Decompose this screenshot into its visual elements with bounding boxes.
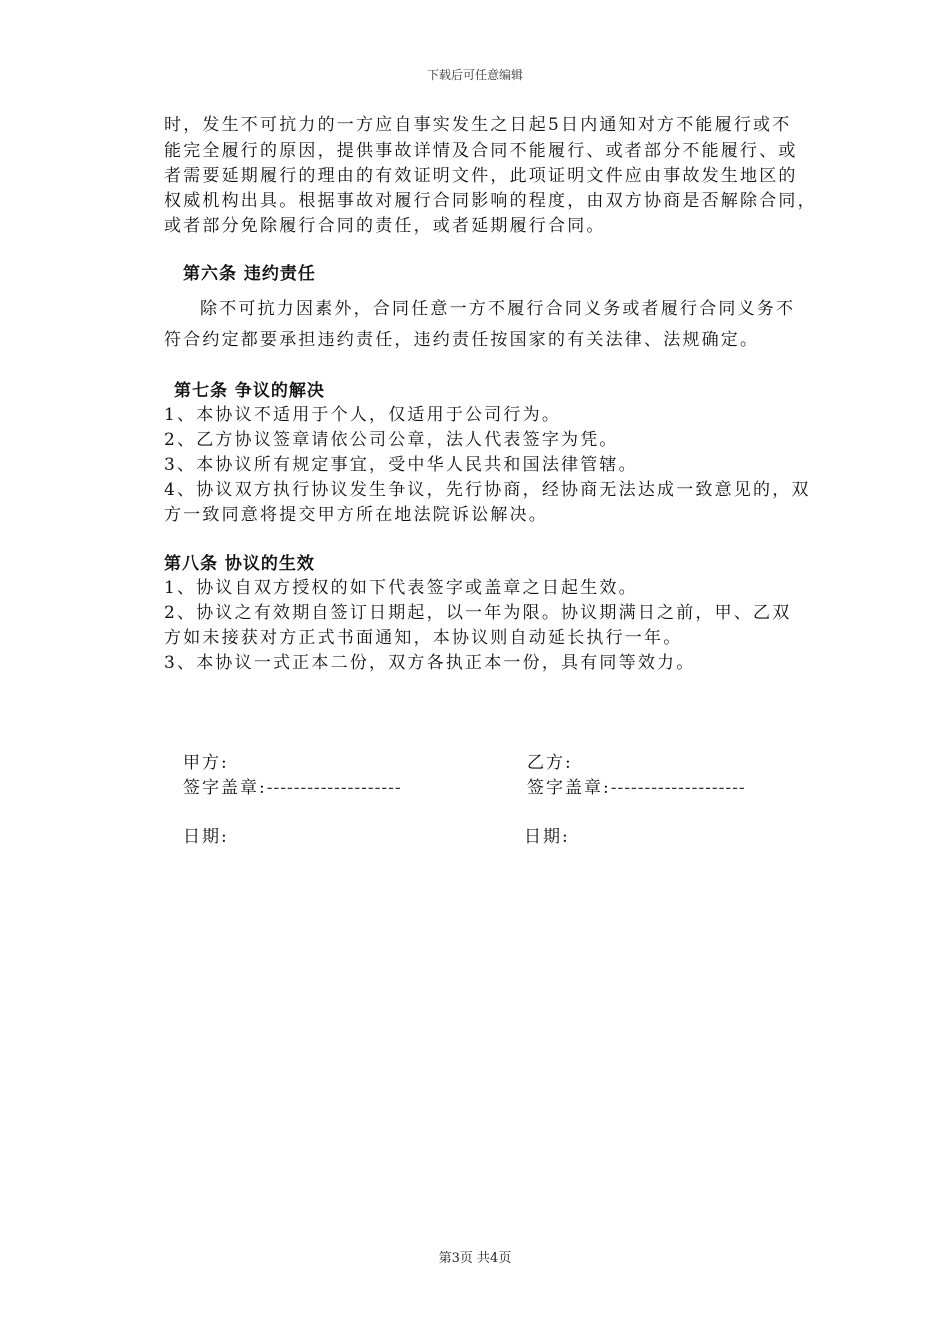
party-b-label: 乙方: — [527, 753, 573, 773]
party-a-date: 日期: — [183, 827, 229, 847]
article-7-item-1: 1、本协议不适用于个人，仅适用于公司行为。 — [164, 405, 562, 425]
article-8-item-3: 3、本协议一式正本二份，双方各执正本一份，具有同等效力。 — [164, 653, 696, 673]
party-a-sign-label: 签字盖章: — [183, 778, 267, 798]
party-a-sign-row — [183, 776, 402, 800]
page-footer: 第3页 共4页 — [438, 1251, 512, 1266]
force-majeure-line-2: 能完全履行的原因，提供事故详情及合同不能履行、或者部分不能履行、或 — [164, 141, 798, 161]
party-a-sign-line: -------------------- — [266, 778, 402, 798]
force-majeure-line-4: 权威机构出具。根据事故对履行合同影响的程度，由双方协商是否解除合同， — [164, 191, 817, 211]
party-b-sign-label: 签字盖章: — [527, 778, 611, 798]
article-7-item-4-cont: 方一致同意将提交甲方所在地法院诉讼解决。 — [164, 505, 548, 525]
article-6-line-2: 符合约定都要承担违约责任，违约责任按国家的有关法律、法规确定。 — [164, 330, 760, 350]
force-majeure-line-5: 或者部分免除履行合同的责任，或者延期履行合同。 — [164, 216, 606, 236]
party-b-date: 日期: — [524, 827, 570, 847]
party-b-sign-line: -------------------- — [610, 778, 746, 798]
article-8-item-2: 2、协议之有效期自签订日期起，以一年为限。协议期满日之前，甲、乙双 — [164, 603, 792, 623]
force-majeure-line-3: 者需要延期履行的理由的有效证明文件，此项证明文件应由事故发生地区的 — [164, 166, 798, 186]
article-7-item-2: 2、乙方协议签章请依公司公章，法人代表签字为凭。 — [164, 430, 619, 450]
article-8-item-2-cont: 方如未接获对方正式书面通知，本协议则自动延长执行一年。 — [164, 628, 683, 648]
article-6-line-1: 除不可抗力因素外，合同任意一方不履行合同义务或者履行合同义务不 — [200, 299, 796, 319]
article-7-item-4: 4、协议双方执行协议发生争议，先行协商，经协商无法达成一致意见的，双 — [164, 480, 811, 500]
article-8-item-1: 1、协议自双方授权的如下代表签字或盖章之日起生效。 — [164, 578, 638, 598]
party-a-label: 甲方: — [183, 753, 229, 773]
party-b-sign-row — [527, 776, 746, 800]
article-6-title: 第六条 违约责任 — [183, 264, 316, 284]
article-7-title: 第七条 争议的解决 — [174, 381, 325, 401]
article-7-item-3: 3、本协议所有规定事宜，受中华人民共和国法律管辖。 — [164, 455, 638, 475]
force-majeure-line-1: 时，发生不可抗力的一方应自事实发生之日起5日内通知对方不能履行或不 — [164, 115, 792, 135]
article-8-title: 第八条 协议的生效 — [164, 554, 315, 574]
page-header: 下载后可任意编辑 — [426, 68, 523, 82]
